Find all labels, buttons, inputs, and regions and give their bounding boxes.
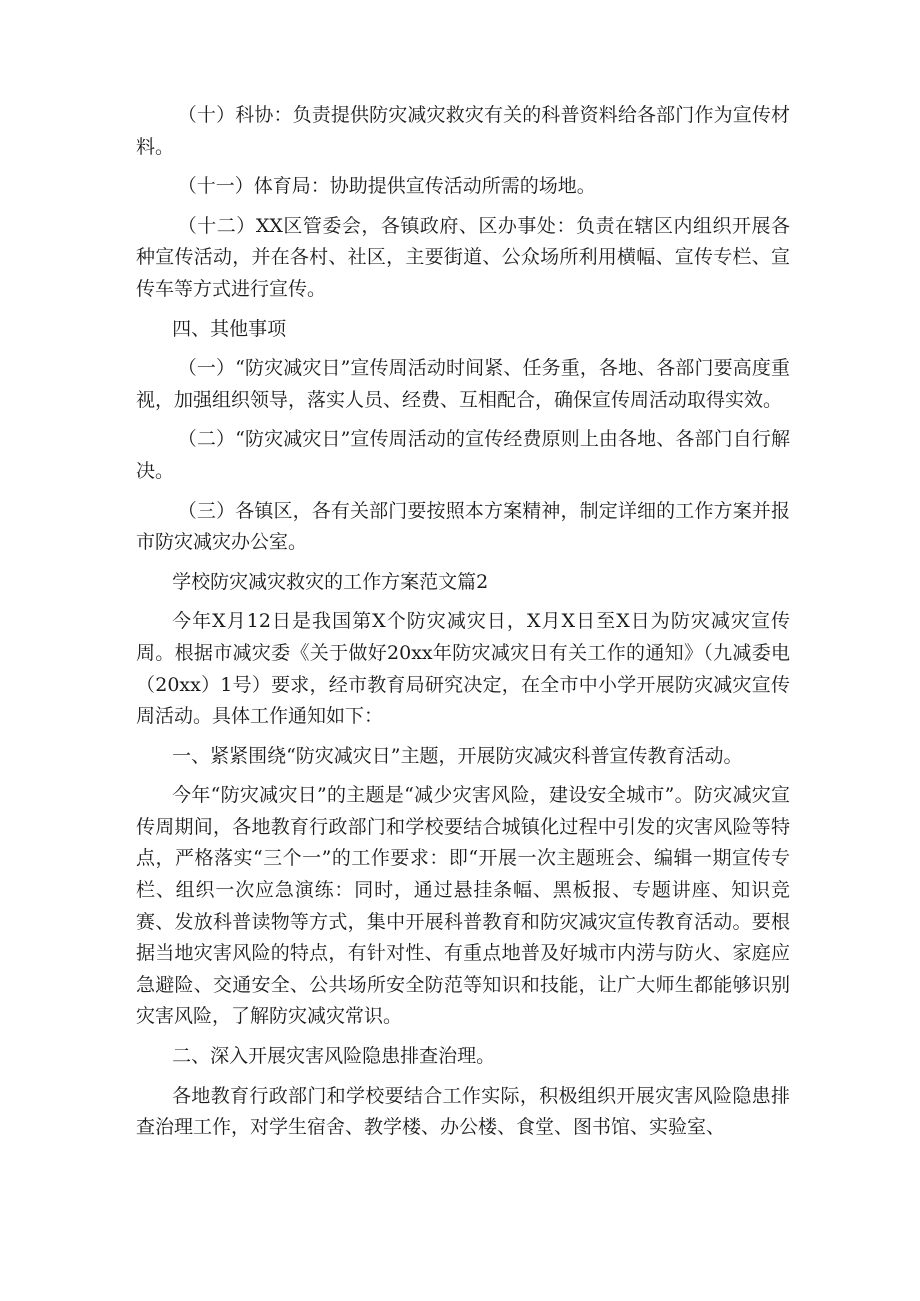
section-heading-qita: 四、其他事项	[172, 317, 287, 340]
paragraph-theme: 今年“防灾减灾日”的主题是“减少灾害风险，建设安全城市”。防灾减灾宣传周期间，各地教育行政部门和学校要结合城镇化过程中引发的灾害风险等特点，严格落实“三个一”的工作要求：即“开展一次主题班会、编辑一期宣传专栏、组织一次应急演练：同时，通过悬挂条幅、黑板报、专题讲座、知识竞赛、发放科普读物等方式，集中开展科普教育和防灾减灾宣传教育活动。要根据当地灾害风险的特点，有针对性、有重点地普及好城市内涝与防火、家庭应急避险、交通安全、公共场所安全防范等知识和技能，让广大师生都能够识别灾害风险，了解防灾减灾常识。	[136, 784, 790, 1028]
paragraph-tiyuju: （十一）体育局：协助提供宣传活动所需的场地。	[177, 175, 596, 198]
paragraph-paicha: 各地教育行政部门和学校要结合工作实际，积极组织开展灾害风险隐患排查治理工作，对学生宿舍、教学楼、办公楼、食堂、图书馆、实验室、	[136, 1084, 790, 1139]
paragraph-intro: 今年X月12日是我国第X个防灾减灾日，X月X日至X日为防灾减灾宣传周。根据市减灾委《关于做好20xx年防灾减灾日有关工作的通知》（九减委电（20xx）1号）要求，经市教育局研究决定，在全市中小学开展防灾减灾宣传周活动。具体工作通知如下：	[136, 610, 790, 728]
paragraph-kexie: （十）科协：负责提供防灾减灾救灾有关的科普资料给各部门作为宣传材料。	[136, 104, 790, 158]
paragraph-qita-2: （二）“防灾减灾日”宣传周活动的宣传经费原则上由各地、各部门自行解决。	[136, 428, 790, 482]
document-body	[136, 100, 790, 1144]
section-heading-1: 一、紧紧围绕“防灾减灾日”主题，开展防灾减灾科普宣传教育活动。	[172, 744, 743, 767]
article-title-2: 学校防灾减灾救灾的工作方案范文篇2	[172, 570, 489, 593]
section-heading-2: 二、深入开展灾害风险隐患排查治理。	[172, 1045, 496, 1068]
paragraph-qita-1: （一）“防灾减灾日”宣传周活动时间紧、任务重，各地、各部门要高度重视，加强组织领导，落实人员、经费、互相配合，确保宣传周活动取得实效。	[136, 357, 790, 411]
paragraph-qita-3: （三）各镇区，各有关部门要按照本方案精神，制定详细的工作方案并报市防灾减灾办公室。	[136, 499, 790, 554]
paragraph-guanweihui: （十二）XX区管委会，各镇政府、区办事处：负责在辖区内组织开展各种宣传活动，并在各村、社区，主要街道、公众场所利用横幅、宣传专栏、宣传车等方式进行宣传。	[136, 214, 790, 300]
